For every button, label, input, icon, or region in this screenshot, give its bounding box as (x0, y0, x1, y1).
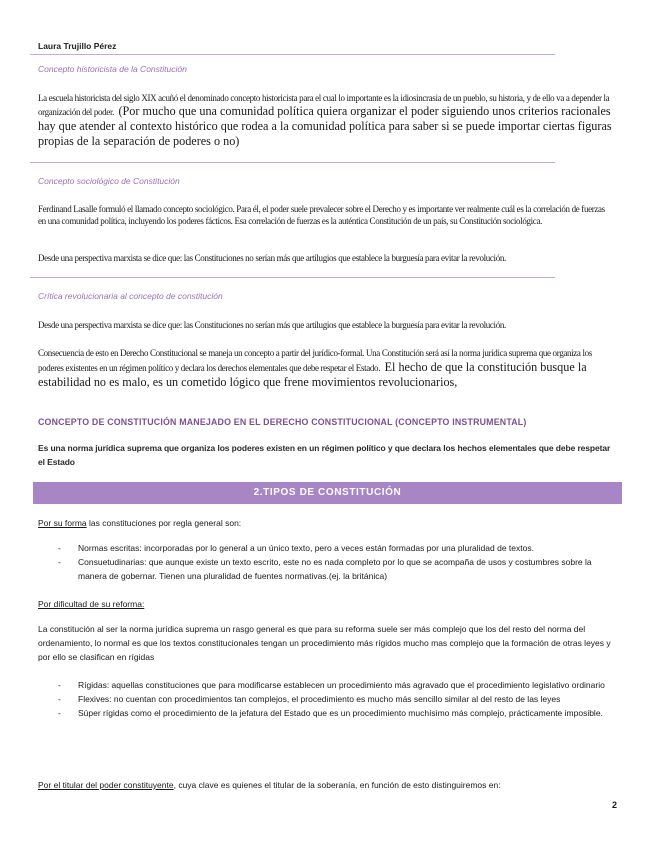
titular-paragraph (38, 779, 613, 791)
list-item (58, 541, 613, 555)
page-number: 2 (612, 800, 618, 810)
historicista-parenthetical: (Por mucho que una comunidad política quiera organizar el poder siguiendo unos criterios racionales hay que atender al contexto histórico que rodea a la comunidad política para saber si se puede importar ciertas figuras propias de la separación de poderes o no) (38, 104, 612, 148)
list-item-text: Normas escritas: incorporadas por lo general a un único texto, pero a veces están formadas por una pluralidad de textos. (78, 543, 534, 553)
list-item-text: Flexives: no cuentan con procedimientos tan complejos, el procedimiento es mucho más sencillo similar al del resto de las leyes (78, 694, 561, 704)
section-title-historicista: Concepto historicista de la Constitución (38, 64, 187, 74)
section-title-sociologico: Concepto sociológico de Constitución (38, 176, 180, 186)
header-rule (30, 54, 555, 55)
historicista-text: La escuela historicista del siglo XIX acuñó el denominado concepto historicista para el cual lo importante es la idiosincrasia de un pueblo, su historia, y de ello va a depender la organización del poder. (38, 93, 610, 117)
instrumental-heading: CONCEPTO DE CONSTITUCIÓN MANEJADO EN EL DERECHO CONSTITUCIONAL (CONCEPTO INSTRUMENTAL) (38, 417, 527, 427)
reforma-list (58, 678, 613, 720)
section-title-critica: Crítica revolucionaria al concepto de constitución (38, 291, 223, 301)
section-body-sociologico-marxista: Desde una perspectiva marxista se dice que: las Constituciones no serían más que artilugios que establece la burguesía para evitar la revolución. (38, 253, 506, 263)
consecuencia-text: Consecuencia de esto en Derecho Constitucional se maneja un concepto a partir del jurídico-formal. Una Constitución será así la norma jurídica suprema que organiza los poderes existentes en un régimen político y declara los derechos elementales que debe respetar el Estado. (38, 348, 592, 373)
reforma-label: Por dificultad de su reforma: (38, 599, 145, 609)
author-name: Laura Trujillo Pérez (38, 41, 117, 51)
forma-paragraph (38, 517, 613, 529)
bullet-dash: - (58, 557, 61, 567)
bullet-dash: - (58, 543, 61, 553)
forma-rest: las constituciones por regla general son: (86, 518, 242, 528)
tipos-constitucion-band: 2.TIPOS DE CONSTITUCIÓN (33, 482, 622, 504)
reforma-body: La constitución al ser la norma jurídica suprema un rasgo general es que para su reforma suele ser más complejo que los del resto del norma del ordenamiento, lo normal es que los textos constitucionales tengan un procedimiento más rígidos mucho mas complejo que la formación de otras leyes y por ello se clasifican en rígidas (38, 624, 611, 662)
forma-list (58, 541, 613, 583)
section-body-historicista (38, 91, 613, 149)
list-item-text: Consuetudinarias: que aunque existe un texto escrito, este no es nada completo por lo que se acompaña de usos y costumbres sobre la manera de gobernar. Tienen una pluralidad de fuentes normativas.(ej. la británica) (78, 557, 592, 581)
titular-rest: , cuya clave es quienes el titular de la soberanía, en función de esto distinguiremos en: (173, 780, 501, 790)
bullet-dash: - (58, 708, 61, 718)
bullet-dash: - (58, 694, 61, 704)
list-item (58, 555, 613, 583)
list-item (58, 678, 613, 692)
titular-label: Por el titular del poder constituyente (38, 780, 174, 790)
instrumental-body: Es una norma jurídica suprema que organiza los poderes existen en un régimen político y que declara los hechos elementales que debe respetar el Estado (38, 443, 611, 467)
forma-label: Por su forma (38, 518, 87, 528)
estabilidad-text: El hecho de que la constitución busque la estabilidad no es malo, es un cometido lógico que frene movimientos revolucionarios, (38, 360, 587, 389)
section-body-sociologico: Ferdinand Lasalle formuló el llamado concepto sociológico. Para él, el poder suele prevalecer sobre el Derecho y es importante ver realmente cuál es la correlación de fuerzas en una comunidad política, incluyendo los poderes fácticos. Esa correlación de fuerzas es la auténtica Constitución de un país, su Constitución sociológica. (38, 204, 605, 226)
bullet-dash: - (58, 680, 61, 690)
list-item-text: Súper rígidas como el procedimiento de la jefatura del Estado que es un procedimiento muchísimo más complejo, prácticamente imposible. (78, 708, 603, 718)
list-item (58, 706, 613, 720)
section-rule-2 (30, 277, 555, 278)
list-item-text: Rígidas: aquellas constituciones que para modificarse establecen un procedimiento más agravado que el procedimiento legislativo ordinario (78, 680, 605, 690)
list-item (58, 692, 613, 706)
section-rule-1 (30, 162, 555, 163)
section-body-critica: Desde una perspectiva marxista se dice que: las Constituciones no serían más que artilugios que establece la burguesía para evitar la revolución. (38, 320, 506, 330)
section-body-critica-consecuencia (38, 345, 613, 390)
